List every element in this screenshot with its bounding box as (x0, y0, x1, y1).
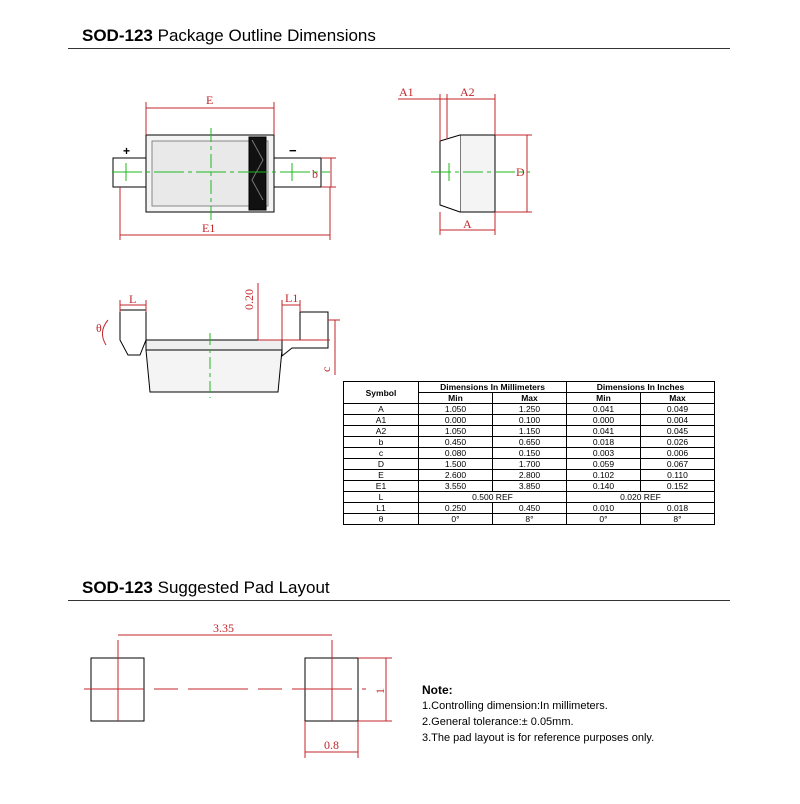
table-row (344, 415, 715, 426)
section-title: Suggested Pad Layout (157, 578, 330, 597)
label-A: A (463, 217, 472, 231)
label-c: c (319, 366, 333, 372)
cell-mm-max: 0.450 (493, 503, 567, 514)
table-header-max: Max (493, 393, 567, 404)
profile-lead-right (282, 312, 328, 356)
side-view (398, 94, 532, 235)
cell-mm-min: 0° (419, 514, 493, 525)
table-row (344, 448, 715, 459)
note-item: 1.Controlling dimension:In millimeters. (422, 700, 608, 712)
cell-mm-max: 2.800 (493, 470, 567, 481)
cell-symbol: A2 (344, 426, 419, 437)
label-gauge: 0.20 (242, 289, 256, 310)
label-A2: A2 (460, 85, 475, 99)
cell-mm-max: 1.250 (493, 404, 567, 415)
cell-in-min: 0.003 (567, 448, 641, 459)
cell-in-max: 0.006 (641, 448, 715, 459)
table-row (344, 426, 715, 437)
cell-mm-max: 1.700 (493, 459, 567, 470)
side-body (460, 135, 495, 212)
cell-in-max: 0.045 (641, 426, 715, 437)
cell-in-max: 0.004 (641, 415, 715, 426)
label-E: E (206, 93, 214, 107)
cell-in-min: 0.000 (567, 415, 641, 426)
cell-mm-max: 0.150 (493, 448, 567, 459)
cell-symbol: L1 (344, 503, 419, 514)
cell-in-max: 0.018 (641, 503, 715, 514)
table-row (344, 514, 715, 525)
profile-view (102, 283, 340, 398)
cell-in-min: 0.041 (567, 426, 641, 437)
cell-in-min: 0.041 (567, 404, 641, 415)
cell-mm-min: 0.000 (419, 415, 493, 426)
cell-in-max: 8° (641, 514, 715, 525)
label-L1: L1 (285, 291, 299, 305)
profile-lead-left (120, 310, 146, 355)
profile-body-top (146, 340, 282, 350)
note-item: 3.The pad layout is for reference purposes only. (422, 732, 655, 744)
cell-mm-min: 1.500 (419, 459, 493, 470)
cell-symbol: E1 (344, 481, 419, 492)
cell-symbol: c (344, 448, 419, 459)
cell-mm-max: 0.650 (493, 437, 567, 448)
cell-mm-max: 1.150 (493, 426, 567, 437)
cell-mm-max: 3.850 (493, 481, 567, 492)
table-header-max: Max (641, 393, 715, 404)
table-header-in: Dimensions In Inches (567, 382, 715, 393)
part-number: SOD-123 (82, 26, 153, 45)
pad-layout (84, 635, 392, 758)
note-item: 2.General tolerance:± 0.05mm. (422, 716, 574, 728)
label-A1: A1 (399, 85, 414, 99)
cell-symbol: E (344, 470, 419, 481)
cell-symbol: D (344, 459, 419, 470)
table-header-mm: Dimensions In Millimeters (419, 382, 567, 393)
cell-mm-min: 0.250 (419, 503, 493, 514)
cell-mm-max: 0.100 (493, 415, 567, 426)
cell-mm-min: 3.550 (419, 481, 493, 492)
cell-in-max: 0.067 (641, 459, 715, 470)
label-plus: + (123, 144, 131, 158)
profile-body (146, 350, 282, 392)
label-pad-width: 0.8 (324, 738, 339, 752)
label-L: L (129, 292, 137, 306)
cell-in-min: 0.102 (567, 470, 641, 481)
table-header-min: Min (567, 393, 641, 404)
cell-in-min: 0.018 (567, 437, 641, 448)
table-row (344, 470, 715, 481)
cell-mm-ref: 0.500 REF (419, 492, 567, 503)
cell-in-max: 0.049 (641, 404, 715, 415)
cell-symbol: b (344, 437, 419, 448)
side-lead (440, 135, 460, 212)
cell-in-max: 0.110 (641, 470, 715, 481)
section-heading-pad (82, 578, 330, 598)
cell-mm-min: 2.600 (419, 470, 493, 481)
cell-in-ref: 0.020 REF (567, 492, 715, 503)
table-row (344, 437, 715, 448)
table-header-symbol: Symbol (344, 382, 419, 404)
cell-symbol: A1 (344, 415, 419, 426)
cell-in-max: 0.026 (641, 437, 715, 448)
cell-in-min: 0.140 (567, 481, 641, 492)
label-b: b (312, 167, 318, 181)
note-block (422, 682, 654, 746)
label-pad-span: 3.35 (213, 621, 234, 635)
table-header-min: Min (419, 393, 493, 404)
top-view (112, 102, 336, 240)
part-number: SOD-123 (82, 578, 153, 597)
label-theta: θ (96, 321, 102, 335)
table-row (344, 404, 715, 415)
table-row (344, 503, 715, 514)
cell-in-min: 0° (567, 514, 641, 525)
cell-in-min: 0.010 (567, 503, 641, 514)
label-D: D (516, 165, 525, 179)
cell-mm-min: 0.080 (419, 448, 493, 459)
cell-symbol: θ (344, 514, 419, 525)
cell-in-max: 0.152 (641, 481, 715, 492)
label-pad-height: 1 (373, 688, 387, 694)
cell-symbol: L (344, 492, 419, 503)
label-E1: E1 (202, 221, 216, 235)
cell-in-min: 0.059 (567, 459, 641, 470)
cell-symbol: A (344, 404, 419, 415)
note-title: Note: (422, 683, 453, 697)
cell-mm-max: 8° (493, 514, 567, 525)
dimension-table (343, 381, 715, 525)
cell-mm-min: 1.050 (419, 404, 493, 415)
cell-mm-min: 0.450 (419, 437, 493, 448)
table-row (344, 459, 715, 470)
cell-mm-min: 1.050 (419, 426, 493, 437)
label-minus: − (289, 143, 297, 158)
section-rule (68, 600, 730, 601)
cathode-band (249, 137, 266, 210)
table-row (344, 481, 715, 492)
section-title: Package Outline Dimensions (157, 26, 376, 45)
table-row (344, 492, 715, 503)
